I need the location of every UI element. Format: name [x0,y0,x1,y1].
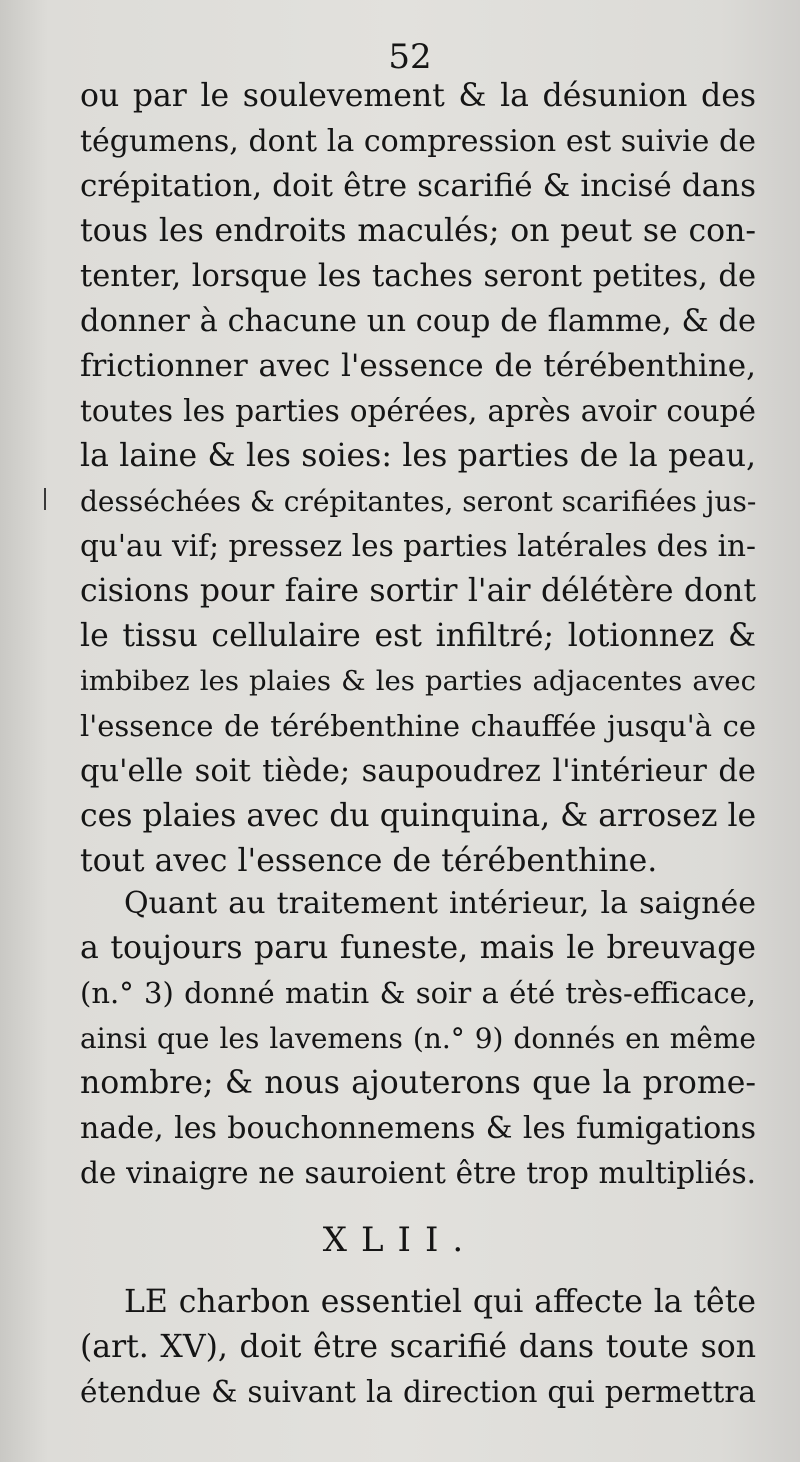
text-line: a toujours paru funeste, mais le breuvage [80,930,756,966]
section-heading: XLII. [322,1220,478,1260]
text-line: ainsi que les lavemens (n.° 9) donnés en même [80,1022,756,1055]
text-line: la laine & les soies: les parties de la peau, [80,438,756,474]
text-line: étendue & suivant la direction qui permettra [80,1375,756,1409]
text-line: tout avec l'essence de térébenthine. [80,843,658,879]
text-line: (n.° 3) donné matin & soir a été très-efficace, [80,976,756,1010]
text-line: cisions pour faire sortir l'air délétère dont [80,573,756,609]
text-line: tégumens, dont la compression est suivie de [80,124,756,159]
text-line: l'essence de térébenthine chauffée jusqu'à ce [80,709,756,743]
text-line: Quant au traitement intérieur, la saignée [124,886,756,921]
text-line: desséchées & crépitantes, seront scarifiées jus- [80,485,757,518]
text-line: tenter, lorsque les taches seront petites, de [80,259,756,294]
text-line: qu'elle soit tiède; saupoudrez l'intérieur de [80,754,756,789]
page-number: 52 [388,37,432,77]
text-line: donner à chacune un coup de flamme, & de [80,304,756,339]
text-line: LE charbon essentiel qui affecte la tête [124,1284,756,1320]
text-line: toutes les parties opérées, après avoir coupé [80,394,756,428]
text-line: le tissu cellulaire est infiltré; lotionnez & [80,618,756,654]
text-line: qu'au vif; pressez les parties latérales des in- [80,529,756,563]
text-line: imbibez les plaies & les parties adjacentes avec [80,665,756,697]
text-line: nade, les bouchonnemens & les fumigations [80,1111,756,1146]
text-line: crépitation, doit être scarifié & incisé dans [80,168,756,204]
text-line: tous les endroits maculés; on peut se con- [80,213,756,249]
text-line: ces plaies avec du quinquina, & arrosez le [80,798,757,834]
text-line: (art. XV), doit être scarifié dans toute son [80,1329,756,1365]
text-line: frictionner avec l'essence de térébenthine, [80,348,756,384]
text-line: nombre; & nous ajouterons que la prome- [80,1065,756,1101]
text-line: ou par le soulevement & la désunion des [80,78,756,114]
text-line: de vinaigre ne sauroient être trop multipliés. [80,1156,756,1190]
margin-mark [44,488,46,510]
